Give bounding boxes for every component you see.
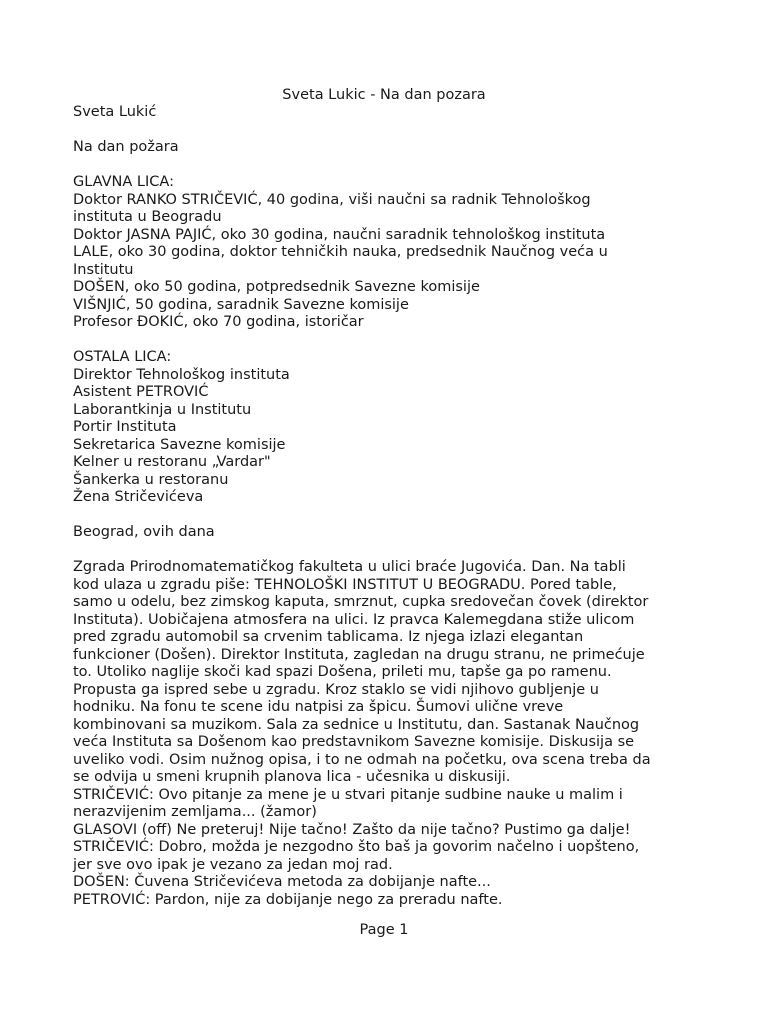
scene-line: uveliko vodi. Osim nužnog opisa, i to ne odmah na početku, ova scena treba da: [73, 751, 651, 768]
character-line: Doktor JASNA PAJIĆ, oko 30 godina, naučni saradnik tehnološkog instituta: [73, 226, 606, 243]
blank-line: [73, 157, 713, 175]
character-line: Direktor Tehnološkog instituta: [73, 366, 290, 383]
character-line: Šankerka u restoranu: [73, 471, 229, 488]
scene-line: Propusta ga ispred sebe u zgradu. Kroz staklo se vidi njihovo gubljenje u: [73, 681, 599, 698]
character-line: Sekretarica Savezne komisije: [73, 436, 286, 453]
blank-line: [73, 507, 713, 525]
page-number: Page 1: [359, 922, 409, 938]
scene-line: se odvija u smeni krupnih planova lica - učesnika u diskusiji.: [73, 769, 511, 785]
blank-line: [73, 332, 713, 350]
character-line: Laborantkinja u Institutu: [73, 401, 252, 418]
character-line: instituta u Beogradu: [73, 209, 222, 225]
scene-line: samo u odelu, bez zimskog kaputa, smrznut, cupka sredovečan čovek (direktor: [73, 594, 649, 610]
author-line: Sveta Lukić: [73, 104, 157, 120]
scene-line: pred zgradu automobil sa crvenim tablicama. Iz njega izlazi elegantan: [73, 629, 584, 645]
dialogue-line: GLASOVI (off) Ne preteruj! Nije tačno! Zašto da nije tačno? Pustimo ga dalje!: [73, 821, 631, 838]
character-line: Profesor ĐOKIĆ, oko 70 godina, istoričar: [73, 314, 364, 330]
scene-line: to. Utoliko naglije skoči kad spazi Došena, prileti mu, tapše ga po ramenu.: [73, 664, 612, 680]
scene-line: funkcioner (Došen). Direktor Instituta, zagledan na drugu stranu, ne primećuje: [73, 646, 645, 663]
dialogue-line: DOŠEN: Čuvena Stričevićeva metoda za dobijanje nafte...: [73, 874, 491, 890]
main-characters-heading: GLAVNA LICA:: [73, 174, 174, 190]
blank-line: [73, 122, 713, 140]
dialogue-line: nerazvijenim zemljama... (žamor): [73, 804, 317, 820]
character-line: Institutu: [73, 261, 134, 278]
dialogue-line: STRIČEVIĆ: Ovo pitanje za mene je u stvari pitanje sudbine nauke u malim i: [73, 786, 623, 803]
dialogue-line: STRIČEVIĆ: Dobro, možda je nezgodno što baš ja govorim načelno i uopšteno,: [73, 839, 640, 855]
character-line: VIŠNJIĆ, 50 godina, saradnik Savezne komisije: [73, 296, 409, 313]
other-characters-heading: OSTALA LICA:: [73, 349, 172, 365]
character-line: Žena Stričevićeva: [73, 489, 204, 505]
scene-line: veća Instituta sa Došenom kao predstavnikom Savezne komisije. Diskusija se: [73, 734, 635, 750]
character-line: DOŠEN, oko 50 godina, potpredsednik Savezne komisije: [73, 279, 480, 295]
dialogue-line: jer sve ovo ipak je vezano za jedan moj rad.: [73, 856, 393, 873]
setting-line: Beograd, ovih dana: [73, 524, 215, 540]
scene-line: kod ulaza u zgradu piše: TEHNOLOŠKI INSTITUT U BEOGRADU. Pored table,: [73, 576, 617, 593]
character-line: Asistent PETROVIĆ: [73, 384, 209, 400]
scene-line: kombinovani sa muzikom. Sala za sednice u Institutu, dan. Sastanak Naučnog: [73, 716, 640, 733]
play-title: Na dan požara: [73, 139, 179, 155]
character-line: Kelner u restoranu „Vardar": [73, 454, 271, 470]
document-body: [73, 104, 713, 909]
character-line: Doktor RANKO STRIČEVIĆ, 40 godina, viši naučni sa radnik Tehnološkog: [73, 191, 591, 208]
dialogue-line: PETROVIĆ: Pardon, nije za dobijanje nego za preradu nafte.: [73, 891, 503, 908]
blank-line: [73, 542, 713, 560]
character-line: LALE, oko 30 godina, doktor tehničkih nauka, predsednik Naučnog veća u: [73, 244, 608, 260]
scene-line: Instituta). Uobičajena atmosfera na ulici. Iz pravca Kalemegdana stiže ulicom: [73, 611, 635, 628]
scene-line: Zgrada Prirodnomatematičkog fakulteta u ulici braće Jugovića. Dan. Na tabli: [73, 559, 626, 575]
scene-line: hodniku. Na fonu te scene idu natpisi za špicu. Šumovi ulične vreve: [73, 699, 564, 715]
document-header-title: Sveta Lukic - Na dan pozara: [282, 87, 486, 103]
character-line: Portir Instituta: [73, 419, 177, 435]
